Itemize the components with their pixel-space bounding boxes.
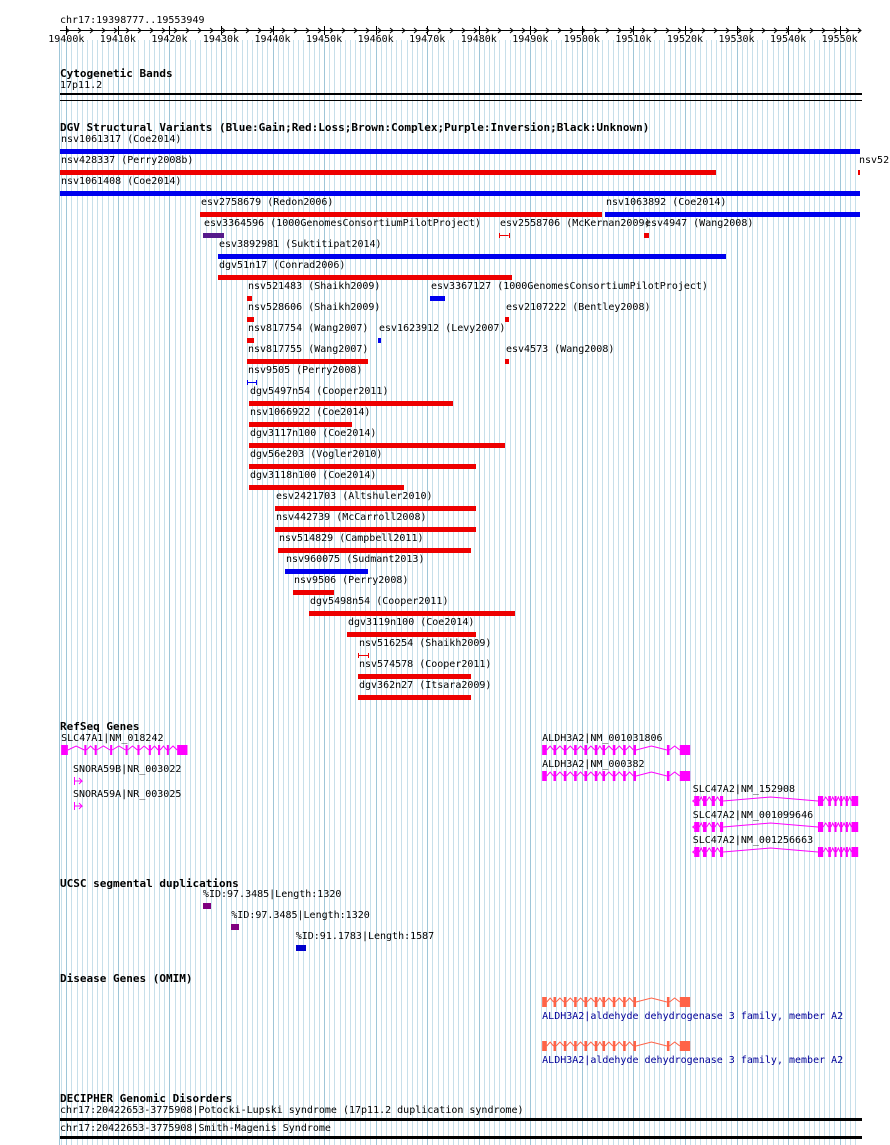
exon (720, 822, 723, 832)
dgv-variant-label: nsv9505 (Perry2008) (248, 365, 363, 376)
ruler-tick-label: 19530k (718, 34, 755, 45)
dgv-variant-bar[interactable] (249, 485, 404, 490)
intron (566, 998, 574, 1002)
dgv-variant-label: esv2107222 (Bentley2008) (506, 302, 651, 313)
segdup-bar[interactable] (296, 945, 306, 951)
intron (597, 1042, 602, 1046)
exon (574, 1041, 577, 1051)
intron (670, 1042, 680, 1046)
exon (712, 796, 715, 806)
exon (846, 847, 848, 857)
ruler-tick-label: 19480k (460, 34, 497, 45)
intron (547, 1042, 554, 1046)
dgv-variant-label: esv3367127 (1000GenomesConsortiumPilotProject) (431, 281, 708, 292)
exon (602, 745, 605, 755)
exon (554, 1041, 557, 1051)
dgv-variant-bar[interactable] (358, 653, 370, 658)
segdup-bar[interactable] (231, 924, 239, 930)
dgv-variant-bar[interactable] (499, 233, 509, 238)
dgv-variant-label: esv3892981 (Suktitipat2014) (219, 239, 382, 250)
dgv-variant-bar[interactable] (200, 212, 602, 217)
intron (636, 998, 667, 1002)
intron (626, 746, 634, 750)
exon (564, 997, 567, 1007)
refseq-gene-glyph[interactable] (0, 794, 890, 808)
exon (542, 771, 547, 781)
intron (566, 746, 574, 750)
cytoband-bar[interactable] (60, 93, 862, 95)
decipher-bar[interactable] (60, 1118, 862, 1121)
intron (842, 797, 846, 801)
exon (564, 771, 567, 781)
intron (707, 848, 712, 852)
dgv-variant-label: nsv528606 (Shaikh2009) (248, 302, 381, 313)
refseq-gene-label: SLC47A1|NM_018242 (61, 733, 164, 744)
dgv-variant-bar[interactable] (275, 527, 476, 532)
dgv-variant-label: esv2758679 (Redon2006) (201, 197, 334, 208)
decipher-label: chr17:20422653-3775908|Potocki-Lupski syndrome (17p11.2 duplication syndrome) (60, 1105, 524, 1116)
exon (542, 997, 547, 1007)
exon (680, 771, 690, 781)
intron (848, 797, 852, 801)
intron (707, 797, 712, 801)
intron (837, 797, 841, 801)
exon (667, 1041, 670, 1051)
dgv-variant-label: nsv516254 (Shaikh2009) (359, 638, 492, 649)
dgv-variant-label: dgv362n27 (Itsara2009) (359, 680, 492, 691)
refseq-gene-label: ALDH3A2|NM_000382 (542, 759, 645, 770)
intron (670, 772, 680, 776)
dgv-variant-bar[interactable] (218, 254, 726, 259)
dgv-variant-label: nsv514829 (Campbell2011) (279, 533, 424, 544)
omim-gene-glyph[interactable] (0, 995, 890, 1009)
track-title-refseq: RefSeq Genes (60, 720, 140, 733)
intron (715, 797, 720, 801)
dgv-variant-label: nsv52 (859, 155, 890, 166)
segdup-label: %ID:91.1783|Length:1587 (295, 931, 435, 942)
ruler-tick-label: 19540k (770, 34, 807, 45)
dgv-variant-bar[interactable] (249, 422, 352, 427)
dgv-variant-bar[interactable] (505, 359, 509, 364)
intron (723, 823, 818, 827)
dgv-variant-label: dgv56e203 (Vogler2010) (250, 449, 383, 460)
dgv-variant-bar[interactable] (60, 191, 860, 196)
intron (823, 797, 828, 801)
exon (828, 796, 831, 806)
omim-gene-label: ALDH3A2|aldehyde dehydrogenase 3 family, member A2 (542, 1055, 844, 1066)
dgv-variant-label: nsv521483 (Shaikh2009) (248, 281, 381, 292)
exon (834, 822, 836, 832)
dgv-variant-bar[interactable] (60, 170, 716, 175)
exon (554, 745, 557, 755)
dgv-variant-label: esv2558706 (McKernan2009) (500, 218, 651, 229)
intron (636, 1042, 667, 1046)
ruler-tick-label: 19460k (357, 34, 394, 45)
intron (837, 848, 841, 852)
intron (823, 848, 828, 852)
dgv-variant-label: esv4573 (Wang2008) (506, 344, 615, 355)
exon (613, 771, 616, 781)
track-title-decipher: DECIPHER Genomic Disorders (60, 1092, 233, 1105)
dgv-variant-label: esv4947 (Wang2008) (645, 218, 754, 229)
exon (818, 822, 823, 832)
exon (712, 847, 715, 857)
intron (699, 823, 703, 827)
exon (694, 847, 699, 857)
exon (633, 745, 636, 755)
intron (715, 848, 720, 852)
dgv-variant-label: esv2421703 (Altshuler2010) (276, 491, 433, 502)
dgv-variant-label: nsv574578 (Cooper2011) (359, 659, 492, 670)
intron (837, 823, 841, 827)
intron (670, 746, 680, 750)
exon (595, 997, 598, 1007)
intron (699, 848, 703, 852)
exon (574, 745, 577, 755)
exon (613, 997, 616, 1007)
exon (602, 997, 605, 1007)
intron (556, 746, 564, 750)
exon (584, 1041, 587, 1051)
dgv-variant-bar[interactable] (249, 464, 476, 469)
ruler-tick-label: 19400k (48, 34, 85, 45)
exon (564, 745, 567, 755)
dgv-variant-bar[interactable] (293, 590, 334, 595)
intron (577, 772, 585, 776)
intron (842, 823, 846, 827)
intron (605, 1042, 613, 1046)
exon (633, 1041, 636, 1051)
intron (670, 998, 680, 1002)
exon (574, 997, 577, 1007)
dgv-variant-bar[interactable] (275, 506, 476, 511)
exon (595, 745, 598, 755)
ruler-tick-label: 19430k (202, 34, 240, 45)
intron (587, 998, 595, 1002)
intron (615, 772, 623, 776)
ruler-tick-label: 19450k (306, 34, 343, 45)
dgv-variant-label: esv3364596 (1000GenomesConsortiumPilotProject) (204, 218, 481, 229)
exon (584, 771, 587, 781)
intron (577, 998, 585, 1002)
dgv-variant-bar[interactable] (218, 275, 512, 280)
dgv-variant-label: nsv817755 (Wang2007) (248, 344, 369, 355)
dgv-variant-label: dgv3117n100 (Coe2014) (250, 428, 377, 439)
dgv-variant-label: nsv1061408 (Coe2014) (61, 176, 182, 187)
dgv-variant-bar[interactable] (203, 233, 224, 238)
exon (554, 997, 557, 1007)
dgv-variant-bar[interactable] (378, 338, 381, 343)
exon (851, 822, 858, 832)
intron (556, 1042, 564, 1046)
exon (703, 847, 707, 857)
segdup-label: %ID:97.3485|Length:1320 (231, 910, 370, 921)
exon (840, 822, 842, 832)
dgv-variant-bar[interactable] (278, 548, 471, 553)
exon (828, 847, 831, 857)
intron (615, 998, 623, 1002)
exon (554, 771, 557, 781)
intron (723, 848, 818, 852)
exon (834, 847, 836, 857)
dgv-variant-bar[interactable] (247, 359, 368, 364)
dgv-variant-label: dgv3118n100 (Coe2014) (250, 470, 377, 481)
intron (556, 998, 564, 1002)
dgv-variant-bar[interactable] (309, 611, 515, 616)
dgv-variant-label: nsv817754 (Wang2007) (248, 323, 369, 334)
exon (828, 822, 831, 832)
dgv-variant-bar[interactable] (249, 443, 504, 448)
intron (547, 998, 554, 1002)
region-label: chr17:19398777..19553949 (60, 15, 205, 26)
dgv-variant-bar[interactable] (285, 569, 367, 574)
dgv-variant-label: dgv5497n54 (Cooper2011) (250, 386, 389, 397)
dgv-variant-bar[interactable] (505, 317, 509, 322)
exon (623, 997, 626, 1007)
intron (547, 772, 554, 776)
track-title-cytobands: Cytogenetic Bands (60, 67, 173, 80)
dgv-variant-bar[interactable] (605, 212, 860, 217)
dgv-variant-bar[interactable] (60, 149, 860, 154)
exon (595, 771, 598, 781)
intron (605, 998, 613, 1002)
dgv-variant-label: dgv3119n100 (Coe2014) (348, 617, 475, 628)
ruler-tick-label: 19520k (666, 34, 704, 45)
intron (626, 998, 634, 1002)
refseq-gene-glyph[interactable] (0, 743, 890, 757)
dgv-variant-label: dgv51n17 (Conrad2006) (219, 260, 346, 271)
intron (597, 998, 602, 1002)
dgv-variant-bar[interactable] (430, 296, 445, 301)
omim-gene-label: ALDH3A2|aldehyde dehydrogenase 3 family, member A2 (542, 1011, 844, 1022)
exon (834, 796, 836, 806)
intron (597, 772, 602, 776)
ruler-tick-label: 19500k (563, 34, 600, 45)
dgv-variant-bar[interactable] (358, 674, 471, 679)
ruler-tick-label: 19490k (512, 34, 549, 45)
exon (633, 997, 636, 1007)
refseq-gene-glyph[interactable] (0, 845, 890, 859)
exon (623, 1041, 626, 1051)
refseq-gene-glyph[interactable] (0, 820, 890, 834)
refseq-gene-glyph[interactable] (0, 769, 890, 783)
exon (818, 847, 823, 857)
exon (818, 796, 823, 806)
intron (566, 772, 574, 776)
dgv-variant-bar[interactable] (247, 338, 255, 343)
exon (680, 745, 690, 755)
refseq-gene-label: SNORA59A|NR_003025 (73, 789, 182, 800)
intron (823, 823, 828, 827)
dgv-variant-label: esv1623912 (Levy2007) (379, 323, 506, 334)
exon (602, 1041, 605, 1051)
exon (584, 745, 587, 755)
dgv-variant-bar[interactable] (347, 632, 476, 637)
intron (597, 746, 602, 750)
intron (615, 1042, 623, 1046)
intron (723, 797, 818, 801)
refseq-gene-label: SLC47A2|NM_152908 (692, 784, 796, 795)
intron (831, 848, 835, 852)
exon (584, 997, 587, 1007)
intron (605, 746, 613, 750)
track-title-omim: Disease Genes (OMIM) (60, 972, 193, 985)
exon (680, 997, 690, 1007)
dgv-variant-bar[interactable] (358, 695, 471, 700)
ruler-tick-label: 19420k (151, 34, 188, 45)
intron (831, 797, 835, 801)
intron (842, 848, 846, 852)
intron (615, 746, 623, 750)
exon (574, 771, 577, 781)
cytoband-label: 17p11.2 (60, 80, 103, 91)
exon (851, 847, 858, 857)
intron (556, 772, 564, 776)
exon (851, 796, 858, 806)
exon (720, 796, 723, 806)
track-title-dgv: DGV Structural Variants (Blue:Gain;Red:Loss;Brown:Complex;Purple:Inversion;Black:Unknown) (60, 121, 650, 134)
exon (667, 997, 670, 1007)
intron (626, 772, 634, 776)
exon (703, 796, 707, 806)
intron (566, 1042, 574, 1046)
cytoband-outline (60, 100, 862, 101)
intron (699, 797, 703, 801)
refseq-gene-label: SLC47A2|NM_001099646 (692, 810, 814, 821)
exon (542, 745, 547, 755)
intron (707, 823, 712, 827)
exon (613, 1041, 616, 1051)
dgv-variant-label: nsv1066922 (Coe2014) (250, 407, 371, 418)
exon (694, 822, 699, 832)
exon (542, 1041, 547, 1051)
exon (680, 1041, 690, 1051)
intron (626, 1042, 634, 1046)
exon (840, 847, 842, 857)
exon (712, 822, 715, 832)
refseq-gene-label: SLC47A2|NM_001256663 (692, 835, 814, 846)
intron (587, 772, 595, 776)
dgv-variant-bar[interactable] (858, 170, 860, 175)
exon (840, 796, 842, 806)
intron (848, 823, 852, 827)
dgv-variant-bar[interactable] (247, 317, 255, 322)
ruler-tick-label: 19510k (615, 34, 652, 45)
intron (636, 772, 667, 776)
refseq-gene-label: ALDH3A2|NM_001031806 (542, 733, 663, 744)
exon (633, 771, 636, 781)
ruler-line (0, 0, 890, 40)
ruler-tick-label: 19440k (254, 34, 291, 45)
exon (595, 1041, 598, 1051)
exon (667, 745, 670, 755)
decipher-label: chr17:20422653-3775908|Smith-Magenis Syndrome (60, 1123, 331, 1134)
dgv-variant-label: nsv428337 (Perry2008b) (61, 155, 194, 166)
dgv-variant-bar[interactable] (249, 401, 453, 406)
intron (636, 746, 667, 750)
segdup-label: %ID:97.3485|Length:1320 (202, 889, 342, 900)
dgv-variant-label: nsv1061317 (Coe2014) (61, 134, 182, 145)
segdup-bar[interactable] (203, 903, 211, 909)
exon (720, 847, 723, 857)
dgv-variant-bar[interactable] (644, 233, 649, 238)
dgv-variant-label: nsv442739 (McCarroll2008) (276, 512, 427, 523)
exon (846, 822, 848, 832)
dgv-variant-label: nsv1063892 (Coe2014) (606, 197, 727, 208)
ruler-tick-label: 19470k (409, 34, 446, 45)
exon (667, 771, 670, 781)
dgv-variant-label: nsv960075 (Sudmant2013) (286, 554, 425, 565)
exon (846, 796, 848, 806)
track-title-segdups: UCSC segmental duplications (60, 877, 239, 890)
intron (547, 746, 554, 750)
intron (605, 772, 613, 776)
exon (623, 745, 626, 755)
exon (694, 796, 699, 806)
intron (577, 1042, 585, 1046)
intron (587, 1042, 595, 1046)
dgv-variant-label: dgv5498n54 (Cooper2011) (310, 596, 449, 607)
exon (613, 745, 616, 755)
ruler-tick-label: 19550k (821, 34, 858, 45)
intron (577, 746, 585, 750)
dgv-variant-label: nsv9506 (Perry2008) (294, 575, 409, 586)
exon (703, 822, 707, 832)
intron (848, 848, 852, 852)
dgv-variant-bar[interactable] (247, 296, 252, 301)
refseq-gene-label: SNORA59B|NR_003022 (73, 764, 182, 775)
intron (715, 823, 720, 827)
exon (564, 1041, 567, 1051)
ruler-tick-label: 19410k (99, 34, 136, 45)
exon (623, 771, 626, 781)
exon (602, 771, 605, 781)
dgv-variant-bar[interactable] (247, 380, 257, 385)
intron (587, 746, 595, 750)
decipher-bar[interactable] (60, 1136, 862, 1139)
intron (831, 823, 835, 827)
omim-gene-glyph[interactable] (0, 1039, 890, 1053)
